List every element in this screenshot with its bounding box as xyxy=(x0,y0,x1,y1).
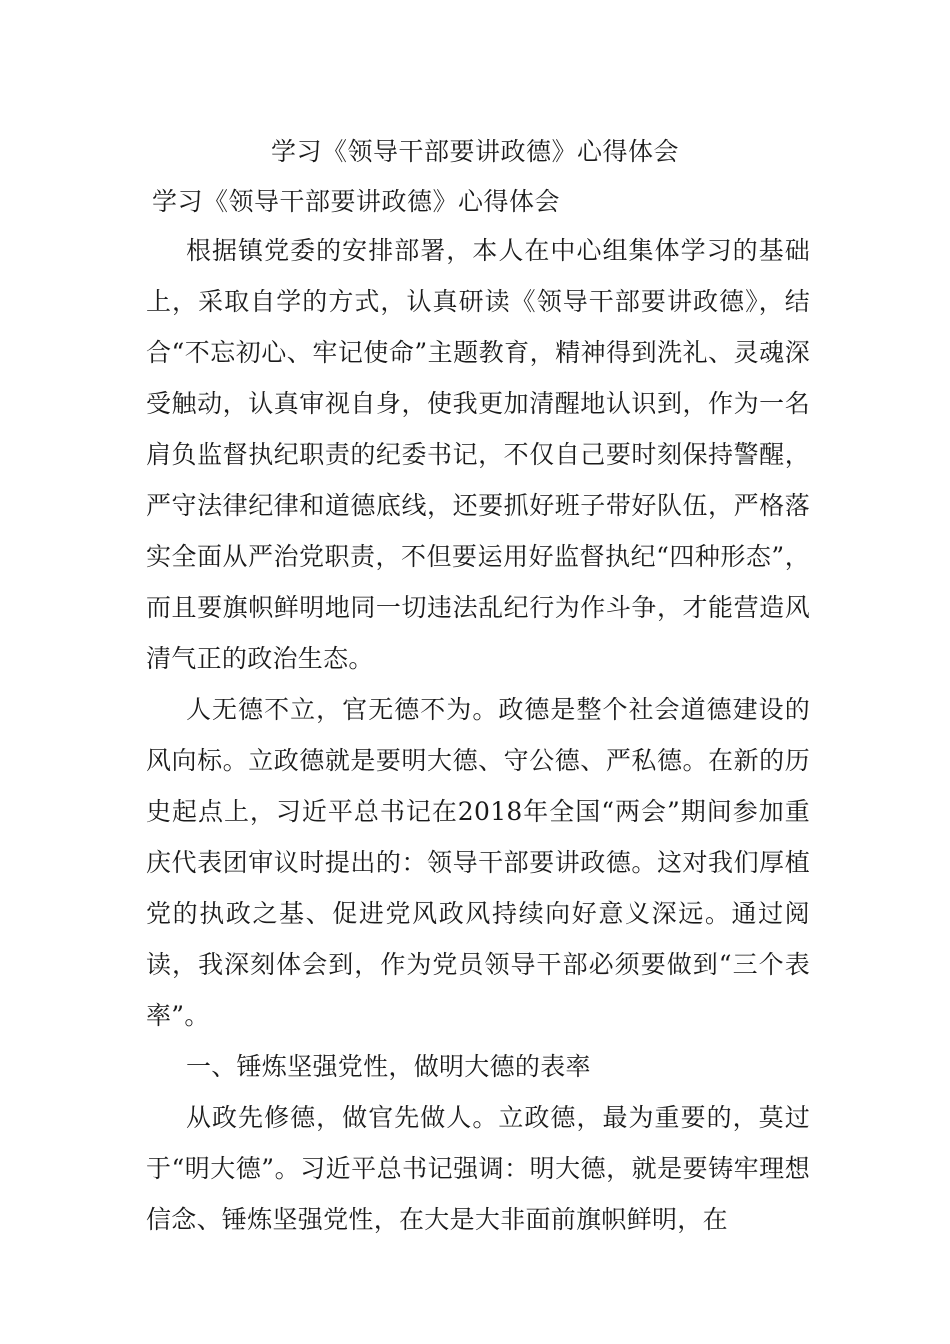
document-subtitle: 学习《领导干部要讲政德》心得体会 xyxy=(152,187,561,216)
document-body xyxy=(146,225,810,1245)
document-title: 学习《领导干部要讲政德》心得体会 xyxy=(270,137,679,166)
section-heading-one: 一、锤炼坚强党性，做明大德的表率 xyxy=(186,1052,591,1081)
paragraph-section-one: 从政先修德，做官先做人。立政德，最为重要的，莫过于“明大德”。习近平总书记强调：明大德，就是要铸牢理想信念、锤炼坚强党性，在大是大非面前旗帜鲜明，在 xyxy=(146,1103,810,1234)
paragraph-intro: 根据镇党委的安排部署，本人在中心组集体学习的基础上，采取自学的方式，认真研读《领导干部要讲政德》，结合“不忘初心、牢记使命”主题教育，精神得到洗礼、灵魂深受触动，认真审视自身，使我更加清醒地认识到，作为一名肩负监督执纪职责的纪委书记，不仅自己要时刻保持警醒，严守法律纪律和道德底线，还要抓好班子带好队伍，严格落实全面从严治党职责，不但要运用好监督执纪“四种形态”，而且要旗帜鲜明地同一切违法乱纪行为作斗争，才能营造风清气正的政治生态。 xyxy=(146,236,810,673)
paragraph-political-ethics: 人无德不立，官无德不为。政德是整个社会道德建设的风向标。立政德就是要明大德、守公德、严私德。在新的历史起点上，习近平总书记在2018年全国“两会”期间参加重庆代表团审议时提出的：领导干部要讲政德。这对我们厚植党的执政之基、促进党风政风持续向好意义深远。通过阅读，我深刻体会到，作为党员领导干部必须要做到“三个表率”。 xyxy=(146,695,810,1030)
